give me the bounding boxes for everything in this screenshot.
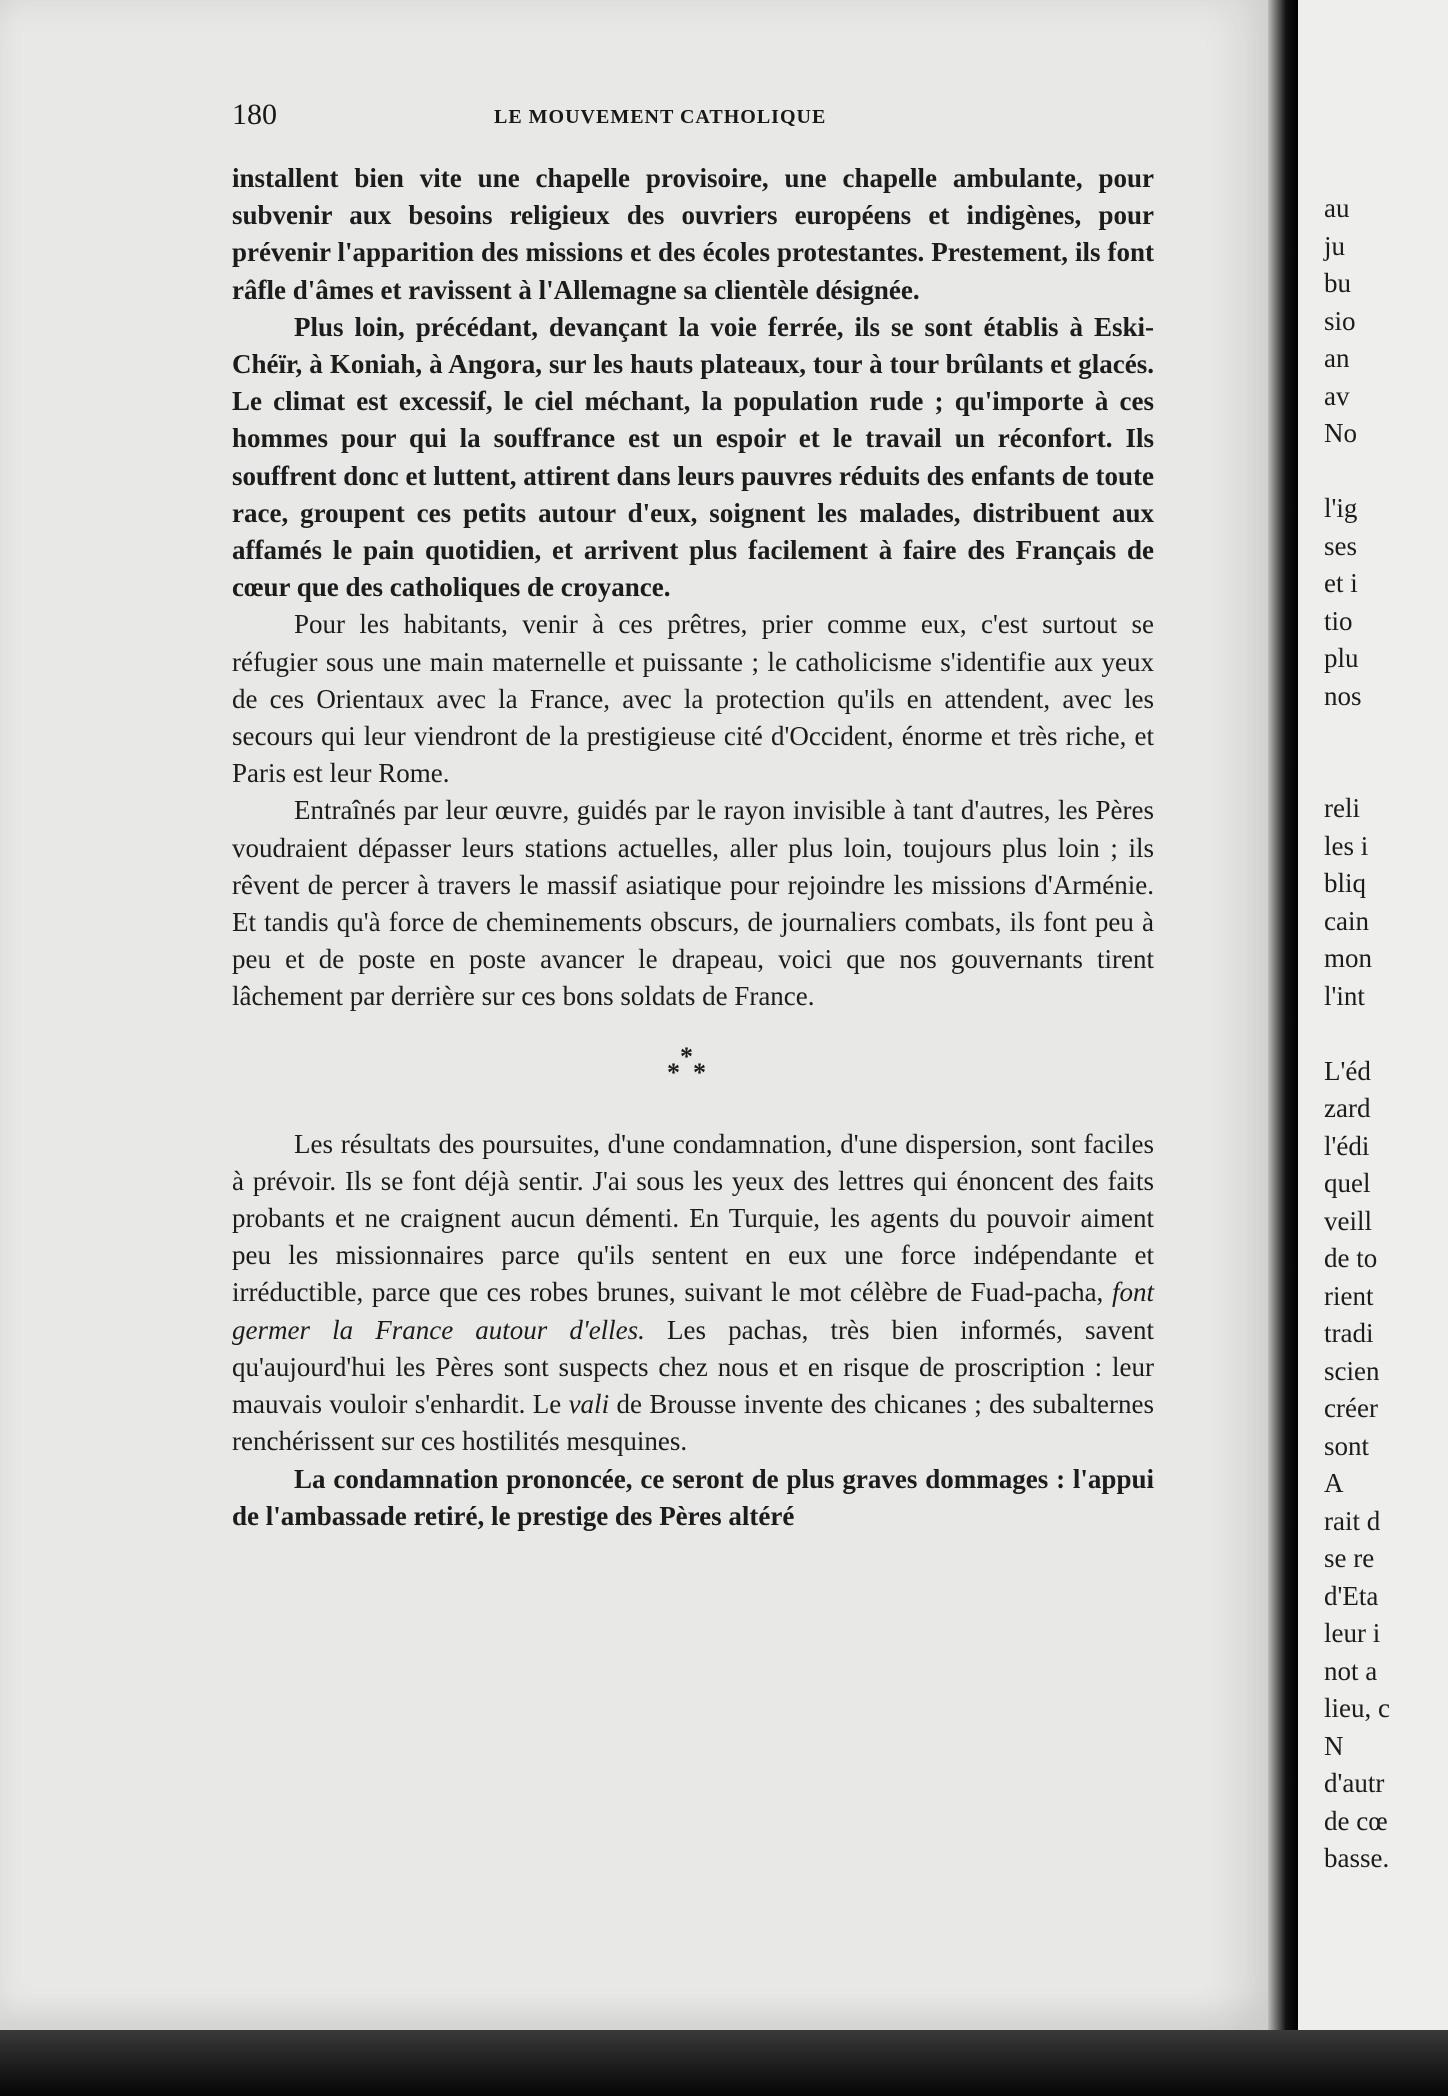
facing-line: an [1324, 343, 1350, 373]
facing-line: quel [1324, 1168, 1371, 1198]
facing-line: au [1324, 193, 1350, 223]
paragraph-5-part-1: Les résultats des poursuites, d'une condamnation, d'une dispersion, sont faciles à prévoir. Ils se font déjà sentir. J'ai sous les yeux des lettres qui énoncent des faits probants et ne craignent aucun démenti. En Turquie, les agents du pouvoir aiment peu les missionnaires parce qu'ils sentent en eux une force indépendante et irréductible, parce que ces robes brunes, suivant le mot célèbre de Fuad-pacha, [232, 1128, 1154, 1308]
facing-line: av [1324, 380, 1350, 411]
facing-line: d'Eta [1324, 1580, 1379, 1611]
paragraph-1: installent bien vite une chapelle provisoire, une chapelle ambulante, pour subvenir aux besoins religieux des ouvriers européens et indigènes, pour prévenir l'apparition des missions et des écoles protestantes. Prestement, ils font râfle d'âmes et ravissent à l'Allemagne sa clientèle désignée. [232, 163, 1154, 305]
facing-line: les i [1324, 830, 1369, 861]
facing-line: sont [1324, 1430, 1370, 1461]
paragraph-6: La condamnation prononcée, ce seront de plus graves dommages : l'appui de l'ambassade retiré, le prestige des Pères altéré [232, 1463, 1154, 1531]
facing-line: plu [1324, 643, 1359, 673]
facing-line: l'édi [1324, 1130, 1370, 1161]
facing-line: rait d [1324, 1505, 1381, 1536]
facing-line: mon [1324, 943, 1373, 973]
page-number: 180 [232, 98, 277, 131]
paragraph-5-part-2: Les pachas, très bien informés, savent qu'aujourd'hui les Pères sont suspects chez nous et en risque de proscription : leur mauvais vouloir s'enhardit. Le [232, 1314, 1154, 1420]
facing-line: tradi [1324, 1318, 1374, 1348]
book-gutter [1268, 0, 1298, 2030]
facing-line: ju [1324, 230, 1346, 261]
facing-line: reli [1324, 793, 1360, 823]
facing-line: nos [1324, 680, 1362, 711]
facing-line: bliq [1324, 868, 1367, 898]
facing-line: scien [1324, 1355, 1380, 1386]
running-title: LE MOUVEMENT CATHOLIQUE [494, 106, 827, 128]
section-separator: * * * [667, 1041, 706, 1087]
running-head [232, 98, 1152, 138]
facing-page-text [1324, 190, 1448, 1878]
facing-line: L'éd [1324, 1055, 1371, 1086]
facing-line: créer [1324, 1393, 1378, 1423]
facing-line [1324, 715, 1448, 753]
facing-line: l'int [1324, 980, 1365, 1011]
scan-bottom-edge [0, 2030, 1448, 2096]
facing-line: l'ig [1324, 493, 1358, 523]
paragraph-2: Plus loin, précédant, devançant la voie ferrée, ils se sont établis à Eski-Chéïr, à Koniah, à Angora, sur les hauts plateaux, tour à tour brûlants et glacés. Le climat est excessif, le ciel méchant, la population rude ; qu'importe à ces hommes pour qui la souffrance est un espoir et le travail un réconfort. Ils souffrent donc et luttent, attirent dans leurs pauvres réduits des enfants de toute race, groupent ces petits autour d'eux, soignent les malades, distribuent aux affamés le pain quotidien, et arrivent plus facilement à faire des Français de cœur que des catholiques de croyance. [232, 311, 1154, 603]
paragraph-3: Pour les habitants, venir à ces prêtres, prier comme eux, c'est surtout se réfugier sous une main maternelle et puissante ; le catholicisme s'identifie aux yeux de ces Orientaux avec la France, avec la protection qu'ils en attendent, avec les secours qui leur viendront de la prestigieuse cité d'Occident, énorme et très riche, et Paris est leur Rome. [232, 609, 1154, 789]
facing-line: et i [1324, 568, 1358, 598]
facing-line: leur i [1324, 1618, 1381, 1648]
paragraph-5 [232, 1126, 1154, 1461]
facing-line [1324, 1015, 1448, 1053]
facing-line: No [1324, 418, 1357, 448]
facing-line: bu [1324, 268, 1351, 298]
quote-italic: font germer la France autour d'elles. [232, 1277, 1154, 1345]
vali-italic: vali [568, 1389, 610, 1420]
facing-line: not a [1324, 1655, 1378, 1686]
facing-line: cain [1324, 905, 1369, 936]
facing-line: A [1324, 1468, 1344, 1498]
paragraph-4: Entraînés par leur œuvre, guidés par le rayon invisible à tant d'autres, les Pères voudraient dépasser leurs stations actuelles, aller plus loin, toujours plus loin ; ils rêvent de percer à travers le massif asiatique pour rejoindre les missions d'Arménie. Et tandis qu'à force de cheminements obscurs, de journaliers combats, ils font peu à peu et de poste en poste avancer le drapeau, voici que nos gouvernants tirent lâchement par derrière sur ces bons soldats de France. [232, 795, 1154, 1012]
body-text [232, 160, 1154, 1535]
facing-page [1298, 0, 1448, 2030]
facing-line: se re [1324, 1543, 1375, 1573]
facing-line: de to [1324, 1243, 1378, 1273]
facing-line: d'autr [1324, 1768, 1385, 1798]
facing-line [1324, 753, 1448, 791]
facing-line: sio [1324, 305, 1356, 336]
facing-line [1324, 453, 1448, 491]
facing-line: veill [1324, 1205, 1372, 1236]
facing-line: lieu, c [1324, 1693, 1390, 1723]
paragraph-5-part-3: de Brousse invente des chicanes ; des subalternes renchérissent sur ces hostilités mesquines. [232, 1389, 1154, 1457]
facing-line: zard [1324, 1093, 1371, 1123]
facing-line: N [1324, 1730, 1344, 1761]
facing-line: tio [1324, 605, 1353, 636]
facing-line: rient [1324, 1280, 1374, 1311]
facing-line: de cœ [1324, 1805, 1388, 1836]
facing-line: basse. [1324, 1843, 1390, 1873]
facing-line: ses [1324, 530, 1357, 561]
